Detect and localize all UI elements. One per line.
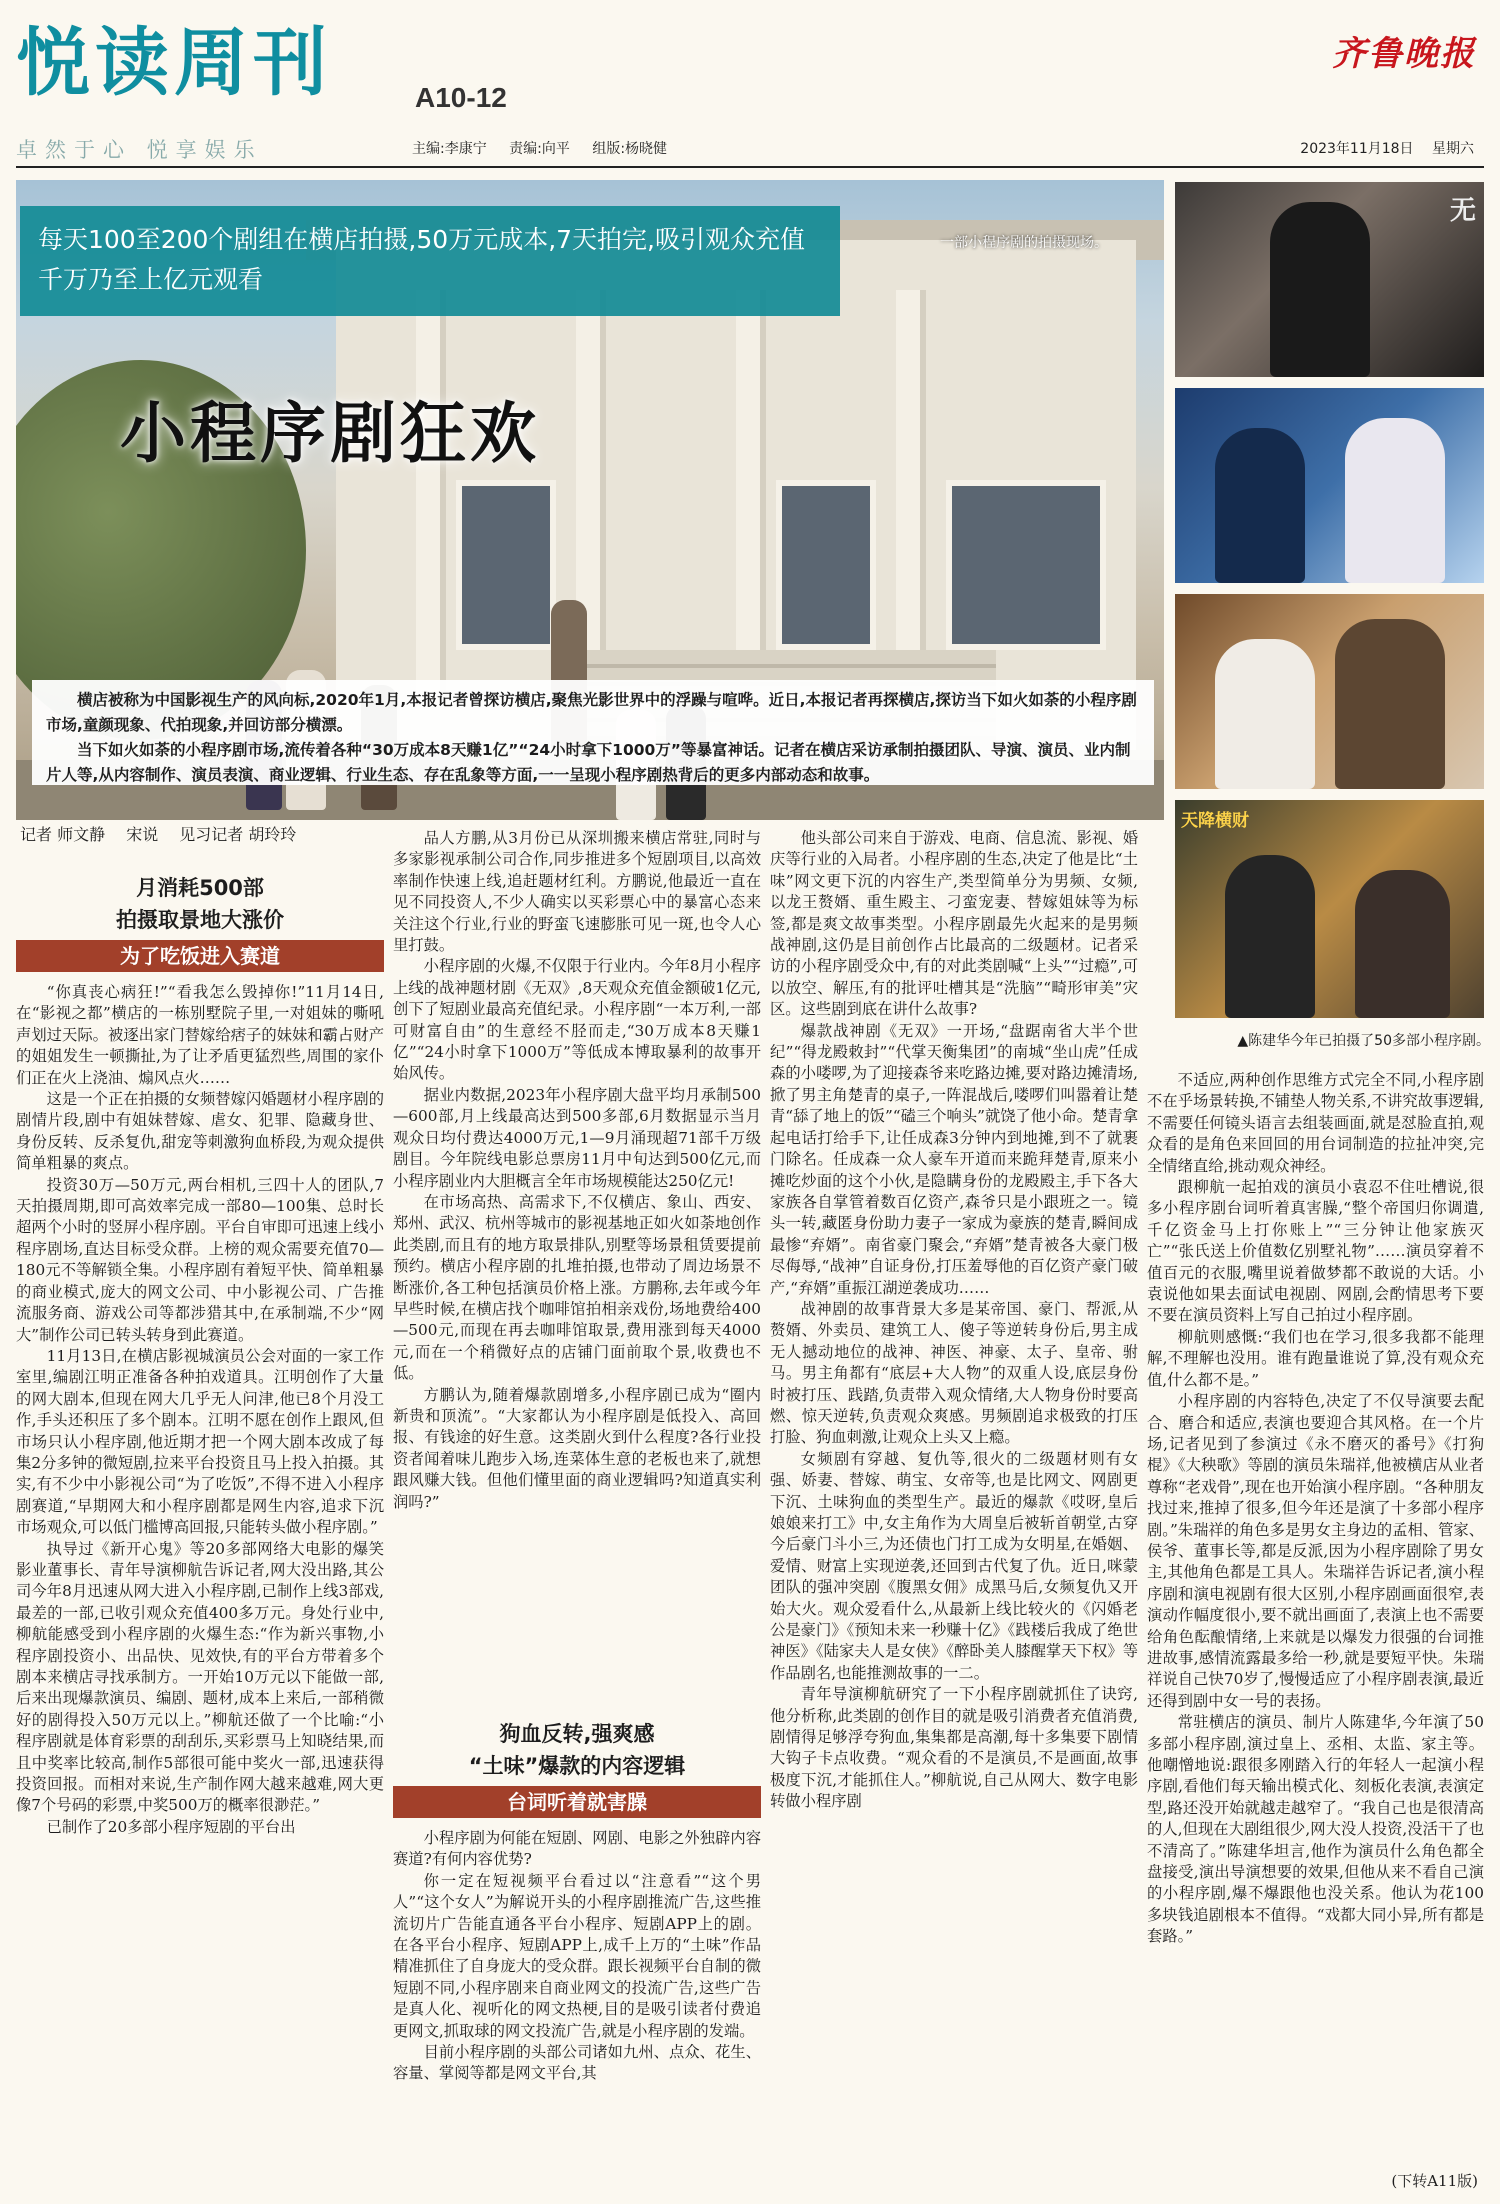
actor-figure (1215, 639, 1315, 789)
byline (20, 822, 312, 845)
article-paragraph: 柳航则感慨:“我们也在学习,很多我都不能理解,不理解也没用。谁有跑量谁说了算,没有观众充值,什么都不是。” (1147, 1327, 1484, 1389)
weekday-text: 星期六 (1432, 141, 1474, 157)
reporter-name: 记者 师文静 (20, 825, 106, 844)
side-photo (1175, 594, 1484, 789)
page-number: A10-12 (415, 82, 507, 113)
lead-paragraph (32, 680, 1154, 785)
side-photo (1175, 182, 1484, 377)
continued-note: (下转A11版) (1391, 2172, 1478, 2190)
subhead-line: 月消耗500部 (136, 876, 264, 900)
drama-title-mark: 无 (1449, 196, 1476, 226)
side-photo-caption: ▲陈建华今年已拍摄了50多部小程序剧。 (1237, 1033, 1490, 1049)
subhead-band: 为了吃饭进入赛道 (16, 940, 384, 972)
editor-credits (412, 138, 685, 158)
editor: 责编:向平 (509, 141, 570, 157)
issue-date (1286, 138, 1474, 158)
article-paragraph: 小程序剧为何能在短剧、网剧、电影之外独辟内容赛道?有何内容优势? (393, 1829, 761, 1869)
article-column-1 (16, 982, 384, 2182)
villa-window (946, 480, 1106, 650)
actor-figure (1270, 202, 1370, 377)
article-column-2b (393, 1828, 761, 2182)
lead-text-2: 当下如火如荼的小程序剧市场,流传着各种“30万成本8天赚1亿”“24小时拿下1000万”等暴富神话。记者在横店采访承制拍摄团队、导演、演员、业内制片人等,从内容制作、演员表演、商业逻辑、行业生态、存在乱象等方面,一一呈现小程序剧热背后的更多内部动态和故事。 (46, 741, 1131, 784)
reporter-name: 宋说 (126, 825, 159, 844)
article-paragraph: 11月13日,在横店影视城演员公会对面的一家工作室里,编剧江明正准备各种拍戏道具。江明创作了大量的网大剧本,但现在网大几乎无人问津,他已8个月没工作,手头还积压了多个剧本。江明不愿在创作上跟风,但市场只认小程序剧,他近期才把一个网大剧本改成了每集2分多钟的微短剧,拉来平台投资且马上投入拍摄。其实,有不少中小影视公司“为了吃饭”,不得不进入小程序剧赛道,“早期网大和小程序剧都是网生内容,追求下沉市场观众,可以低门槛博高回报,只能转头做小程序剧。” (16, 1346, 384, 1537)
headline-deck: 每天100至200个剧组在横店拍摄,50万元成本,7天拍完,吸引观众充值千万乃至上亿元观看 (20, 206, 840, 316)
article-paragraph: 跟柳航一起拍戏的演员小袁忍不住吐槽说,很多小程序剧台词听着真害臊,“整个帝国归你调遣,千亿资金马上打你账上”“三分钟让他家族灭亡”“张氏送上价值数亿别墅礼物”……演员穿着不值百元的衣服,嘴里说着做梦都不敢说的大话。小袁说他如果去面试电视剧、网剧,会酌情思考下要不要在演员资料上写自己拍过小程序剧。 (1147, 1178, 1484, 1325)
newspaper-logo: 齐鲁晚报 (1332, 34, 1476, 74)
article-paragraph: 小程序剧的内容特色,决定了不仅导演要去配合、磨合和适应,表演也要迎合其风格。在一个片场,记者见到了参演过《永不磨灭的番号》《打狗棍》《大秧歌》等剧的演员朱瑞祥,他被横店从业者尊称“老戏骨”,现在也开始演小程序剧。“各种朋友找过来,推掉了很多,但今年还是演了十多部小程序剧。”朱瑞祥的角色多是男女主身边的孟相、管家、侯爷、董事长等,都是反派,因为小程序剧除了男女主,其他角色都是工具人。朱瑞祥告诉记者,演小程序剧和演电视剧有很大区别,小程序剧画面很窄,表演动作幅度很小,要不就出画面了,表演上也不需要给角色酝酿情绪,上来就是以爆发力很强的台词推进故事,感情流露最多给一秒,就是要短平快。朱瑞祥说自己快70岁了,慢慢适应了小程序剧表演,最近还得到剧中女一号的表扬。 (1147, 1392, 1484, 1710)
chief-editor: 主编:李康宁 (412, 141, 487, 157)
villa-window (456, 480, 556, 650)
article-paragraph: 青年导演柳航研究了一下小程序剧就抓住了诀窍,他分析称,此类剧的创作目的就是吸引消费者充值消费,剧情得足够浮夸狗血,集集都是高潮,每十多集要下剧情大钩子卡点收费。“观众看的不是演员,不是画面,故事极度下沉,才能抓住人。”柳航说,自己从网大、数字电影转做小程序剧 (770, 1685, 1138, 1811)
article-paragraph: 目前小程序剧的头部公司诸如九州、点众、花生、容量、掌阅等都是网文平台,其 (393, 2043, 761, 2083)
article-paragraph: 品人方鹏,从3月份已从深圳搬来横店常驻,同时与多家影视承制公司合作,同步推进多个短剧项目,以高效率制作快速上线,追赶题材红利。方鹏说,他最近一直在见不同投资人,不少人确实以买彩票心中的暴富心态来关注这个行业,行业的野蛮飞速膨胀可见一斑,也令人心里打鼓。 (393, 829, 761, 955)
article-paragraph: 女频剧有穿越、复仇等,很火的二级题材则有女强、娇妻、替嫁、萌宝、女帝等,也是比网文、网剧更下沉、土味狗血的类型生产。最近的爆款《哎呀,皇后娘娘来打工》中,女主角作为大周皇后被斩首朝堂,古穿今后豪门斗小三,为还债也门打工成为女明星,在婚姻、爱情、财富上实现逆袭,还回到古代复了仇。近日,咪蒙团队的强冲突剧《腹黑女佣》成黑马后,女频复仇又开始大火。观众爱看什么,从最新上线比较火的《闪婚老公是豪门》《预知未来一秒赚十亿》《践楼后我成了绝世神医》《陆家夫人是女侠》《醉卧美人膝醒掌天下权》等作品剧名,也能推测故事的一二。 (770, 1449, 1138, 1682)
villa-column (736, 290, 766, 710)
subhead-band: 台词听着就害臊 (393, 1786, 761, 1818)
article-paragraph: 常驻横店的演员、制片人陈建华,今年演了50多部小程序剧,演过皇上、丞相、太监、家主等。他嘲憎地说:跟很多刚踏入行的年轻人一起演小程序剧,看他们每天输出模式化、刻板化表演,表演定型,路还没开始就越走越窄了。“我自己也是很清高的人,但现在大剧组很少,网大没人投资,没活干了也不清高了。”陈建华坦言,他作为演员什么角色都全盘接受,演出导演想要的效果,但他从来不看自己演的小程序剧,爆不爆跟他也没关系。他认为花100多块钱追剧根本不值得。“戏都大同小异,所有都是套路。” (1147, 1713, 1484, 1946)
subhead-block (16, 872, 384, 972)
article-column-3 (770, 828, 1138, 2182)
lead-text-1: 横店被称为中国影视生产的风向标,2020年1月,本报记者曾探访横店,聚焦光影世界中的浮躁与喧哗。近日,本报记者再探横店,探访当下如火如荼的小程序剧市场,童颜现象、代拍现象,并回访部分横漂。 (46, 691, 1137, 734)
article-paragraph: 这是一个正在拍摄的女频替嫁闪婚题材小程序剧的剧情片段,剧中有姐妹替嫁、虐女、犯罪、隐藏身世、身份反转、反杀复仇,甜宠等刺激狗血桥段,为观众提供简单粗暴的爽点。 (16, 1090, 384, 1173)
section-title: 悦读周刊 (16, 20, 332, 106)
article-paragraph: 不适应,两种创作思维方式完全不同,小程序剧不在乎场景转换,不铺垫人物关系,不讲究故事逻辑,不需要任何镜头语言去组装画面,就是怼脸直拍,观众看的是角色来回回的用台词制造的拉扯冲突,完全情绪直给,挑动观众神经。 (1147, 1071, 1484, 1175)
villa-column (896, 290, 926, 710)
article-paragraph: 他头部公司来自于游戏、电商、信息流、影视、婚庆等行业的入局者。小程序剧的生态,决定了他是比“土味”网文更下沉的内容生产,类型简单分为男频、女频,以龙王赘婿、重生殿主、刁蛮宠妻、替嫁姐妹等为标签,都是爽文故事类型。小程序剧最先火起来的是男频战神剧,这仍是目前创作占比最高的二级题材。记者采访的小程序剧受众中,有的对此类剧喊“上头”“过瘾”,可以放空、解压,有的批评吐槽其是“洗脑”“畸形审美”灾区。这些剧到底在讲什么故事? (770, 829, 1138, 1019)
article-paragraph: 投资30万—50万元,两台相机,三四十人的团队,7天拍摄周期,即可高效率完成一部80—100集、总时长超两个小时的竖屏小程序剧。平台自审即可迅速上线小程序剧场,直达目标受众群。上榜的观众需要充值70—180元不等解锁全集。小程序剧有着短平快、简单粗暴的商业模式,庞大的网文公司、中小影视公司、广告推流服务商、游戏公司等都涉猎其中,在承制端,不少“网大”制作公司已转头转身到此赛道。 (16, 1175, 384, 1344)
article-paragraph: 小程序剧的火爆,不仅限于行业内。今年8月小程序上线的战神题材剧《无双》,8天观众充值金额破1亿元,创下了短剧业最高充值纪录。小程序剧“一本万利,一部可财富自由”的生意经不胫而走,“30万成本8天赚1亿”“24小时拿下1000万”等低成本博取暴利的故事开始风传。 (393, 957, 761, 1083)
article-paragraph: 你一定在短视频平台看过以“注意看”“这个男人”“这个女人”为解说开头的小程序剧推流广告,这些推流切片广告能直通各平台小程序、短剧APP上的剧。在各平台小程序、短剧APP上,成千上万的“土味”作品精准抓住了自身庞大的受众群。跟长视频平台自制的微短剧不同,小程序剧来自商业网文的投流广告,这些广告是真人化、视听化的网文热梗,目的是吸引读者付费追更网文,抓取球的网文投流广告,就是小程序剧的发端。 (393, 1871, 761, 2040)
side-photo (1175, 388, 1484, 583)
article-paragraph: 在市场高热、高需求下,不仅横店、象山、西安、郑州、武汉、杭州等城市的影视基地正如火如荼地创作此类剧,而且有的地方取景排队,别墅等场景租赁要提前预约。横店小程序剧的扎堆拍摄,也带动了周边场景不断涨价,各工种包括演员价格上涨。方鹏称,去年或今年早些时候,在横店找个咖啡馆拍相亲戏份,场地费给400—500元,而现在再去咖啡馆取景,费用涨到每天4000元,而在一个稍微好点的店铺门面前取个景,收费也不低。 (393, 1192, 761, 1383)
subhead-line: 拍摄取景地大涨价 (116, 908, 284, 932)
actor-figure (1355, 870, 1450, 1018)
subhead-line: “土味”爆款的内容逻辑 (468, 1754, 686, 1778)
article-column-4 (1147, 1070, 1484, 2168)
article-paragraph: 爆款战神剧《无双》一开场,“盘踞南省大半个世纪”“得龙殿敕封”“代掌天衡集团”的南城“坐山虎”任成森的小喽啰,为了迎接森爷来吃路边摊,要对路边摊清场,掀了男主角楚青的桌子,一阵混战后,喽啰们叫嚣着让楚青“舔了地上的饭”“磕三个响头”就饶了他小命。楚青拿起电话打给手下,让任成森3分钟内到地摊,到不了就裹门除名。任成森一众人豪车开道而来跪拜楚青,原来小摊吃炒面的这个小伙,是隐瞒身份的龙殿殿主,手下各大家族各自掌管着数百亿资产,森爷只是小跟班之一。镜头一转,藏匿身份助力妻子一家成为豪族的楚青,瞬间成最惨“弃婿”。南省豪门聚会,“弃婿”楚青被各大豪门极尽侮辱,“战神”自证身份,打压羞辱他的百亿资产豪门破产,“弃婿”重振江湖逆袭成功…… (770, 1021, 1138, 1297)
drama-title-mark: 天降横财 (1181, 811, 1249, 831)
article-paragraph: “你真丧心病狂!”“看我怎么毁掉你!”11月14日,在“影视之都”横店的一栋别墅院子里,一对姐妹的嘶吼声划过天际。被逐出家门替嫁给痞子的妹妹和霸占财产的姐姐发生一顿撕扯,为了让矛盾更猛烈些,周围的家仆们正在火上浇油、煽风点火…… (16, 983, 384, 1087)
intern-name: 见习记者 胡玲玲 (179, 825, 297, 844)
date-text: 2023年11月18日 (1300, 141, 1414, 157)
villa-window (776, 480, 876, 650)
side-photo (1175, 800, 1484, 1018)
article-paragraph: 战神剧的故事背景大多是某帝国、豪门、帮派,从赘婿、外卖员、建筑工人、傻子等逆转身份后,男主成无人撼动地位的战神、神医、神豪、太子、皇帝、驸马。男主角都有“底层+大人物”的双重人设,底层身份时被打压、践踏,负责带入观众情绪,大人物身份时要高燃、惊天逆转,负责观众爽感。男频剧追求极致的打压打脸、狗血刺激,让观众上头又上瘾。 (770, 1299, 1138, 1447)
article-column-2 (393, 828, 761, 1708)
actor-figure (1345, 418, 1445, 583)
article-paragraph: 方鹏认为,随着爆款剧增多,小程序剧已成为“圈内新贵和顶流”。“大家都认为小程序剧是低投入、高回报、有钱途的好生意。这类剧火到什么程度?各行业投资者闻着味儿跑步入场,连菜体生意的老板也来了,就想跟风赚大钱。但他们懂里面的商业逻辑吗?知道真实利润吗?” (393, 1385, 761, 1511)
masthead-divider (16, 166, 1484, 168)
article-paragraph: 据业内数据,2023年小程序剧大盘平均月承制500—600部,月上线最高达到500多部,6月数据显示当月观众日均付费达4000万元,1—9月涌现超71部千万级剧目。今年院线电影总票房11月中旬达到500亿元,而小程序剧业内大胆概言全年市场规模能达250亿元! (393, 1085, 761, 1190)
actor-figure (1335, 619, 1445, 789)
actor-figure (1225, 855, 1315, 1018)
article-paragraph: 已制作了20多部小程序短剧的平台出 (46, 1817, 296, 1836)
article-paragraph: 执导过《新开心鬼》等20多部网络大电影的爆笑影业董事长、青年导演柳航告诉记者,网大没出路,其公司今年8月迅速从网大进入小程序剧,已制作上线3部戏,最差的一部,已收引观众充值400多万元。身处行业中,柳航能感受到小程序剧的火爆生态:“作为新兴事物,小程序剧投资小、出品快、见效快,有的平台方带着多个剧本来横店寻找承制方。一开始10万元以下能做一部,后来出现爆款演员、编剧、题材,成本上来后,一部稍微好的剧得投入50万元以上。”柳航还做了一个比喻:“小程序剧就是体育彩票的刮刮乐,买彩票马上知晓结果,而且中奖率比较高,制作5部很可能中奖火一部,迅速获得投资回报。而相对来说,生产制作网大越来越难,网大更像7个号码的彩票,中奖500万的概率很渺茫。” (16, 1539, 384, 1815)
subhead-line: 狗血反转,强爽感 (499, 1722, 655, 1746)
headline: 小程序剧狂欢 (120, 395, 540, 472)
section-slogan: 卓然于心 悦享娱乐 (16, 138, 263, 162)
actor-figure (1215, 428, 1305, 583)
designer: 组版:杨晓健 (592, 141, 668, 157)
villa-column (416, 290, 446, 710)
subhead-block (393, 1718, 761, 1818)
photo-caption: 一部小程序剧的拍摄现场。 (940, 235, 1108, 251)
